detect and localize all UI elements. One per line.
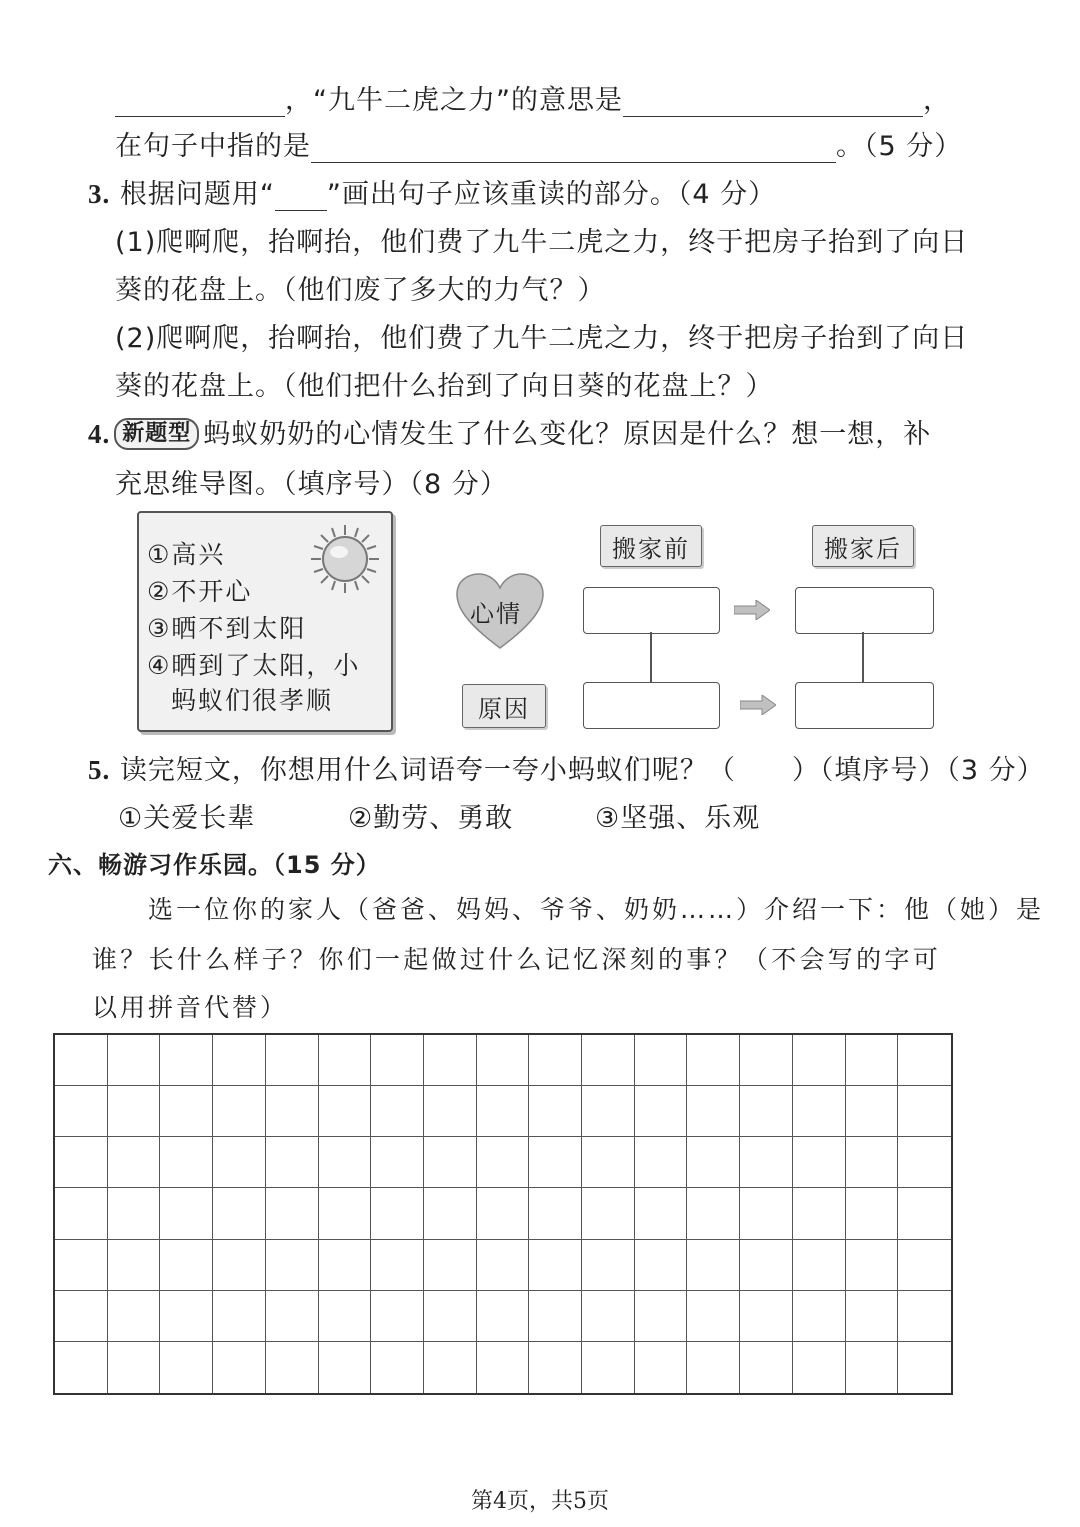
section-6-line1: 选一位你的家人（爸爸、妈妈、爷爷、奶奶……）介绍一下：他（她）是	[148, 895, 1045, 924]
writing-grid[interactable]	[53, 1033, 953, 1395]
grid-cell[interactable]	[846, 1188, 899, 1239]
grid-cell[interactable]	[213, 1291, 266, 1342]
grid-cell[interactable]	[740, 1137, 793, 1188]
grid-cell[interactable]	[740, 1240, 793, 1291]
grid-cell[interactable]	[898, 1342, 951, 1393]
q3-prompt: 3. 根据问题用“ ”画出句子应该重读的部分。（4 分）	[88, 179, 777, 210]
grid-cell[interactable]	[529, 1086, 582, 1137]
grid-cell[interactable]	[793, 1240, 846, 1291]
grid-cell[interactable]	[160, 1137, 213, 1188]
grid-cell[interactable]	[213, 1137, 266, 1188]
answer-blank[interactable]	[623, 86, 923, 117]
mood-after-box[interactable]	[795, 587, 934, 634]
option-3: ③晒不到太阳	[147, 614, 307, 643]
grid-cell[interactable]	[371, 1188, 424, 1239]
grid-cell[interactable]	[160, 1035, 213, 1086]
reason-after-box[interactable]	[795, 682, 934, 729]
grid-cell[interactable]	[319, 1188, 372, 1239]
grid-cell[interactable]	[898, 1188, 951, 1239]
grid-cell[interactable]	[266, 1188, 319, 1239]
grid-cell[interactable]	[793, 1137, 846, 1188]
grid-cell[interactable]	[898, 1240, 951, 1291]
section-6-line2: 谁？长什么样子？你们一起做过什么记忆深刻的事？（不会写的字可	[92, 945, 942, 974]
answer-blank[interactable]	[115, 86, 285, 117]
grid-cell[interactable]	[740, 1291, 793, 1342]
grid-cell[interactable]	[740, 1035, 793, 1086]
grid-cell[interactable]	[898, 1291, 951, 1342]
grid-cell[interactable]	[898, 1137, 951, 1188]
section-6-title: 六、畅游习作乐园。（15 分）	[48, 851, 381, 879]
q2-line1: ，“九牛二虎之力”的意思是 ，	[115, 78, 951, 117]
grid-cell[interactable]	[582, 1240, 635, 1291]
reason-before-box[interactable]	[583, 682, 720, 729]
grid-cell[interactable]	[846, 1035, 899, 1086]
answer-blank[interactable]	[311, 132, 836, 163]
grid-cell[interactable]	[424, 1342, 477, 1393]
grid-cell[interactable]	[635, 1188, 688, 1239]
grid-cell[interactable]	[319, 1240, 372, 1291]
grid-cell[interactable]	[108, 1035, 161, 1086]
grid-cell[interactable]	[108, 1291, 161, 1342]
grid-cell[interactable]	[687, 1035, 740, 1086]
q3-sentence-1-line1[interactable]: (1)爬啊爬，抬啊抬，他们费了九牛二虎之力，终于把房子抬到了向日	[115, 227, 969, 258]
option-4: ④晒到了太阳，小	[147, 651, 361, 680]
grid-cell[interactable]	[371, 1291, 424, 1342]
grid-cell[interactable]	[108, 1188, 161, 1239]
q5-prompt: 5. 读完短文，你想用什么词语夸一夸小蚂蚁们呢？（ ）（填序号）（3 分）	[88, 755, 1045, 786]
grid-cell[interactable]	[424, 1188, 477, 1239]
q2-line2: 在句子中指的是 。（5 分）	[115, 131, 963, 162]
grid-cell[interactable]	[687, 1342, 740, 1393]
sun-icon	[309, 523, 381, 595]
grid-cell[interactable]	[582, 1291, 635, 1342]
grid-cell[interactable]	[55, 1086, 108, 1137]
grid-cell[interactable]	[740, 1342, 793, 1393]
grid-cell[interactable]	[371, 1137, 424, 1188]
q3-sentence-2-line2[interactable]: 葵的花盘上。（他们把什么抬到了向日葵的花盘上？）	[115, 371, 774, 402]
q4-prompt: 4. 新题型 蚂蚁奶奶的心情发生了什么变化？原因是什么？想一想，补	[88, 419, 932, 450]
before-move-label: 搬家前	[600, 525, 702, 567]
grid-cell[interactable]	[319, 1342, 372, 1393]
grid-cell[interactable]	[687, 1240, 740, 1291]
option-4-cont: 蚂蚁们很孝顺	[171, 686, 334, 715]
grid-cell[interactable]	[55, 1188, 108, 1239]
grid-cell[interactable]	[477, 1240, 530, 1291]
section-6-line3: 以用拼音代替）	[92, 993, 289, 1022]
grid-cell[interactable]	[846, 1137, 899, 1188]
grid-cell[interactable]	[898, 1035, 951, 1086]
reason-label: 原因	[462, 684, 546, 728]
grid-cell[interactable]	[108, 1342, 161, 1393]
connector-line-after	[862, 632, 864, 682]
q3-sentence-1-line2[interactable]: 葵的花盘上。（他们废了多大的力气？）	[115, 275, 606, 306]
grid-cell[interactable]	[266, 1086, 319, 1137]
grid-cell[interactable]	[424, 1240, 477, 1291]
grid-cell[interactable]	[160, 1342, 213, 1393]
grid-cell[interactable]	[687, 1086, 740, 1137]
grid-cell[interactable]	[477, 1035, 530, 1086]
q3-sentence-2-line1[interactable]: (2)爬啊爬，抬啊抬，他们费了九牛二虎之力，终于把房子抬到了向日	[115, 323, 969, 354]
grid-cell[interactable]	[635, 1342, 688, 1393]
grid-cell[interactable]	[55, 1291, 108, 1342]
grid-cell[interactable]	[55, 1240, 108, 1291]
grid-cell[interactable]	[55, 1035, 108, 1086]
grid-cell[interactable]	[266, 1342, 319, 1393]
grid-cell[interactable]	[846, 1342, 899, 1393]
right-arrow-icon	[734, 600, 770, 620]
mood-label: 心情	[470, 600, 522, 628]
grid-cell[interactable]	[635, 1035, 688, 1086]
grid-cell[interactable]	[108, 1086, 161, 1137]
grid-cell[interactable]	[266, 1291, 319, 1342]
grid-cell[interactable]	[108, 1137, 161, 1188]
grid-cell[interactable]	[266, 1240, 319, 1291]
grid-cell[interactable]	[582, 1035, 635, 1086]
grid-cell[interactable]	[529, 1342, 582, 1393]
grid-cell[interactable]	[740, 1086, 793, 1137]
grid-cell[interactable]	[371, 1342, 424, 1393]
grid-cell[interactable]	[266, 1137, 319, 1188]
grid-cell[interactable]	[319, 1137, 372, 1188]
grid-cell[interactable]	[213, 1188, 266, 1239]
grid-cell[interactable]	[424, 1291, 477, 1342]
grid-cell[interactable]	[687, 1188, 740, 1239]
grid-cell[interactable]	[635, 1240, 688, 1291]
grid-cell[interactable]	[55, 1342, 108, 1393]
after-move-label: 搬家后	[812, 525, 914, 567]
grid-cell[interactable]	[213, 1342, 266, 1393]
grid-cell[interactable]	[108, 1240, 161, 1291]
grid-cell[interactable]	[582, 1188, 635, 1239]
grid-cell[interactable]	[582, 1137, 635, 1188]
grid-cell[interactable]	[846, 1240, 899, 1291]
grid-cell[interactable]	[213, 1240, 266, 1291]
grid-cell[interactable]	[266, 1035, 319, 1086]
grid-cell[interactable]	[793, 1342, 846, 1393]
grid-cell[interactable]	[793, 1086, 846, 1137]
grid-cell[interactable]	[371, 1086, 424, 1137]
option-2: ②不开心	[147, 577, 253, 606]
grid-cell[interactable]	[477, 1086, 530, 1137]
grid-cell[interactable]	[160, 1240, 213, 1291]
q4-prompt-line2: 充思维导图。（填序号）（8 分）	[115, 469, 508, 500]
grid-cell[interactable]	[582, 1342, 635, 1393]
new-question-type-badge: 新题型	[114, 418, 199, 450]
grid-cell[interactable]	[529, 1240, 582, 1291]
grid-cell[interactable]	[687, 1291, 740, 1342]
grid-cell[interactable]	[529, 1035, 582, 1086]
grid-cell[interactable]	[424, 1086, 477, 1137]
grid-cell[interactable]	[319, 1291, 372, 1342]
grid-cell[interactable]	[55, 1137, 108, 1188]
grid-cell[interactable]	[477, 1188, 530, 1239]
grid-cell[interactable]	[529, 1137, 582, 1188]
grid-cell[interactable]	[846, 1086, 899, 1137]
grid-cell[interactable]	[160, 1291, 213, 1342]
connector-line-before	[650, 632, 652, 682]
grid-cell[interactable]	[477, 1342, 530, 1393]
q5-option-2[interactable]: ②勤劳、勇敢	[348, 803, 514, 834]
grid-cell[interactable]	[424, 1137, 477, 1188]
right-arrow-icon	[740, 695, 776, 715]
q5-option-1[interactable]: ①关爱长辈	[118, 803, 256, 834]
grid-cell[interactable]	[898, 1086, 951, 1137]
grid-cell[interactable]	[687, 1137, 740, 1188]
grid-cell[interactable]	[635, 1137, 688, 1188]
grid-cell[interactable]	[529, 1188, 582, 1239]
grid-cell[interactable]	[846, 1291, 899, 1342]
grid-cell[interactable]	[477, 1137, 530, 1188]
grid-cell[interactable]	[160, 1188, 213, 1239]
grid-cell[interactable]	[371, 1240, 424, 1291]
grid-cell[interactable]	[213, 1035, 266, 1086]
grid-cell[interactable]	[371, 1035, 424, 1086]
grid-cell[interactable]	[740, 1188, 793, 1239]
underline-sample	[275, 186, 327, 211]
grid-cell[interactable]	[793, 1188, 846, 1239]
grid-cell[interactable]	[793, 1035, 846, 1086]
grid-cell[interactable]	[582, 1086, 635, 1137]
grid-cell[interactable]	[319, 1086, 372, 1137]
option-1: ①高兴	[147, 540, 226, 569]
page-footer: 第4页，共5页	[471, 1489, 609, 1514]
grid-cell[interactable]	[160, 1086, 213, 1137]
q5-option-3[interactable]: ③坚强、乐观	[595, 803, 761, 834]
grid-cell[interactable]	[477, 1291, 530, 1342]
grid-cell[interactable]	[319, 1035, 372, 1086]
options-panel	[137, 511, 393, 732]
grid-cell[interactable]	[635, 1291, 688, 1342]
grid-cell[interactable]	[529, 1291, 582, 1342]
grid-cell[interactable]	[213, 1086, 266, 1137]
grid-cell[interactable]	[793, 1291, 846, 1342]
grid-cell[interactable]	[424, 1035, 477, 1086]
grid-cell[interactable]	[635, 1086, 688, 1137]
mood-before-box[interactable]	[583, 587, 720, 634]
